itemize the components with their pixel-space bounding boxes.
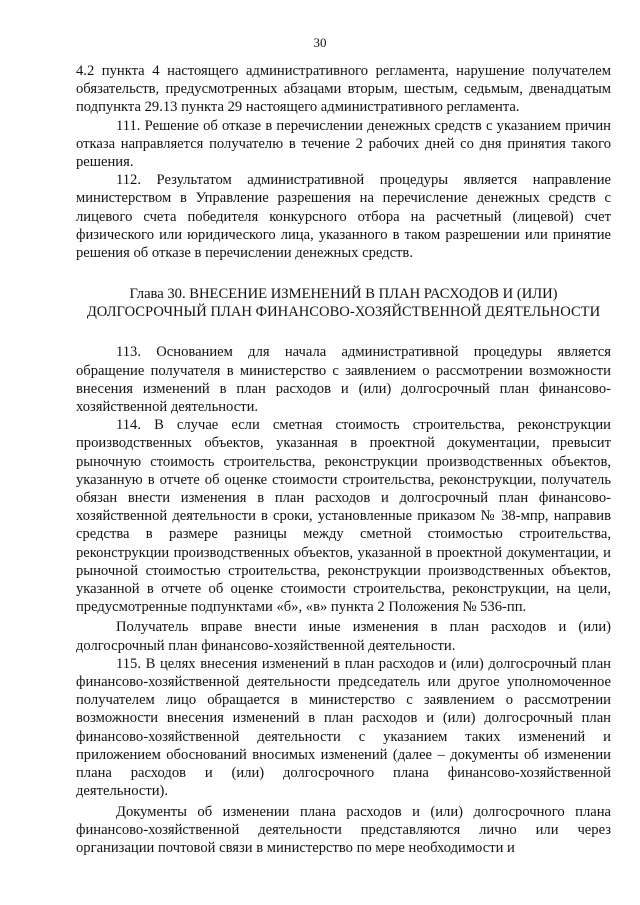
paragraph-111: 111. Решение об отказе в перечислении денежных средств с указанием причин отказа направляется получателю в течение 2 рабочих дней со дня принятия такого решения. bbox=[76, 117, 611, 171]
paragraph-114: 114. В случае если сметная стоимость строительства, реконструкции производственных объектов, указанная в проектной документации, превысит рыночную стоимость строительства, реконструкции производственных объектов, указанную в отчете об оценке стоимости строительства, реконструкции, получатель обязан внести изменения в план расходов и долгосрочный план финансово-хозяйственной деятельности в сроки, установленные приказом № 38-мпр, направив средства в размере разницы между сметной стоимостью строительства, реконструкции производственных объектов, указанной в проектной документации, и рыночной стоимостью строительства, реконструкции производственных объектов, указанной в отчете об оценке стоимости строительства, реконструкции, на цели, предусмотренные подпунктами «б», «в» пункта 2 Положения № 536-пп. bbox=[76, 417, 611, 616]
document-body bbox=[76, 62, 611, 857]
paragraph-112: 112. Результатом административной процедуры является направление министерством в Управление разрешения на перечисление денежных средств с лицевого счета победителя конкурсного отбора на расчетный (лицевой) счет физического или юридического лица, указанного в таком разрешении или принятие решения об отказе в перечислении денежных средств. bbox=[76, 172, 611, 262]
paragraph-115: 115. В целях внесения изменений в план расходов и (или) долгосрочный план финансово-хозяйственной деятельности председатель или другое уполномоченное получателем лицо обращается в министерство с заявлением о рассмотрении возможности внесения изменений в план расходов и (или) долгосрочный план финансово-хозяйственной деятельности с указанием таких изменений и приложением обоснований вносимых изменений (далее – документы об изменении плана расходов и (или) долгосрочного плана финансово-хозяйственной деятельности). bbox=[76, 655, 611, 800]
page-number: 30 bbox=[313, 35, 327, 50]
paragraph-114-addendum: Получатель вправе внести иные изменения в план расходов и (или) долгосрочный план финансово-хозяйственной деятельности. bbox=[76, 619, 611, 654]
paragraph-115-documents: Документы об изменении плана расходов и (или) долгосрочного плана финансово-хозяйственной деятельности представляются лично или через организации почтовой связи в министерство по мере необходимости и bbox=[76, 803, 611, 856]
chapter-heading bbox=[76, 286, 611, 321]
paragraph-113: 113. Основанием для начала административной процедуры является обращение получателя в министерство с заявлением о рассмотрении возможности внесения изменений в план расходов и (или) долгосрочный план финансово-хозяйственной деятельности. bbox=[76, 344, 611, 416]
chapter-heading-line-1: Глава 30. ВНЕСЕНИЕ ИЗМЕНЕНИЙ В ПЛАН РАСХОДОВ И (ИЛИ) bbox=[129, 286, 558, 303]
chapter-heading-line-2: ДОЛГОСРОЧНЫЙ ПЛАН ФИНАНСОВО-ХОЗЯЙСТВЕННОЙ ДЕЯТЕЛЬНОСТИ bbox=[86, 303, 601, 320]
paragraph-continuation: 4.2 пункта 4 настоящего административного регламента, нарушение получателем обязательств, предусмотренных абзацами вторым, шестым, седьмым, двенадцатым подпункта 29.13 пункта 29 настоящего административного регламента. bbox=[76, 63, 611, 116]
